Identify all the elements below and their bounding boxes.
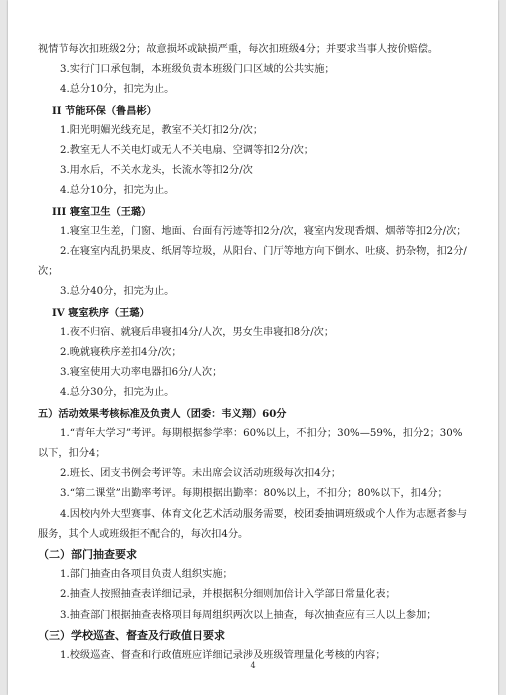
section-heading: 五）活动效果考核标准及负责人（团委：韦义翔）60分	[38, 407, 287, 420]
paragraph: 3.用水后，不关水龙头，长流水等扣2分/次	[60, 165, 253, 177]
paragraph: 4.因校内外大型赛事、体育文化艺术活动服务需要，校团委抽调班级或个人作为志愿者参与服务，其个人或班级拒不配合的，每次扣4分。	[38, 508, 468, 540]
paragraph: 1.部门抽查由各项目负责人组织实施；	[60, 569, 233, 581]
paragraph: 1.校级巡查、督查和行政值班应详细记录涉及班级管理量化考核的内容；	[60, 650, 386, 662]
paragraph: 1.寝室卫生差，门窗、地面、台面有污迹等扣2分/次，寝室内发现香烟、烟蒂等扣2分/次；	[60, 225, 467, 237]
section-heading: （二）部门抽查要求	[38, 548, 137, 562]
paragraph: 2.晚就寝秩序差扣4分/次；	[60, 347, 182, 359]
paragraph: 4.总分10分，扣完为止。	[60, 185, 175, 197]
page-number: 4	[250, 661, 256, 670]
section-heading: IV 寝室秩序（王璐）	[52, 306, 150, 319]
paragraph: 1.阳光明媚光线充足，教室不关灯扣2分/次；	[60, 124, 264, 136]
paragraph: 2.班长、团支书例会考评等。未出席会议活动班级每次扣4分；	[60, 468, 342, 480]
document-page	[8, 0, 498, 695]
paragraph: 1.“青年大学习”考评。每期根据参学率：60%以上，不扣分；30%—59%，扣分2；30%以下，扣分4；	[38, 427, 463, 460]
paragraph: 3.实行门口承包制，本班级负责本班级门口区域的公共实施；	[60, 64, 335, 76]
section-heading: II 节能环保（鲁昌彬）	[52, 104, 157, 117]
page-content	[38, 40, 468, 666]
paragraph: 3.寝室使用大功率电器扣6分/人次；	[60, 367, 223, 379]
paragraph: 4.总分30分，扣完为止。	[60, 387, 175, 399]
section-heading: （三）学校巡查、督查及行政值日要求	[38, 628, 225, 642]
section-heading: III 寝室卫生（王璐）	[52, 205, 152, 218]
paragraph: 视情节每次扣班级2分；故意损坏或缺损严重，每次扣班级4分；并要求当事人按价赔偿。	[38, 44, 439, 55]
paragraph: 2.教室无人不关电灯或无人不关电扇、空调等扣2分/次；	[60, 145, 314, 157]
paragraph: 3.总分40分，扣完为止。	[60, 286, 175, 298]
paragraph: 2.在寝室内乱扔果皮、纸屑等垃圾，从阳台、门厅等地方向下倒水、吐痰、扔杂物，扣2分/次；	[38, 246, 467, 278]
paragraph: 4.总分10分，扣完为止。	[60, 84, 175, 96]
paragraph: 2.抽查人按照抽查表详细记录，并根据积分细则加倍计入学部日常量化表；	[60, 589, 396, 601]
paragraph: 1.夜不归宿、就寝后串寝扣4分/人次，男女生串寝扣8分/次；	[60, 326, 335, 338]
paragraph: 3.“第二课堂”出勤率考评。每期根据出勤率：80%以上，不扣分；80%以下，扣4分；	[60, 488, 448, 500]
paragraph: 3.抽查部门根据抽查表格项目每周组织两次以上抽查，每次抽查应有三人以上参加；	[60, 609, 437, 621]
